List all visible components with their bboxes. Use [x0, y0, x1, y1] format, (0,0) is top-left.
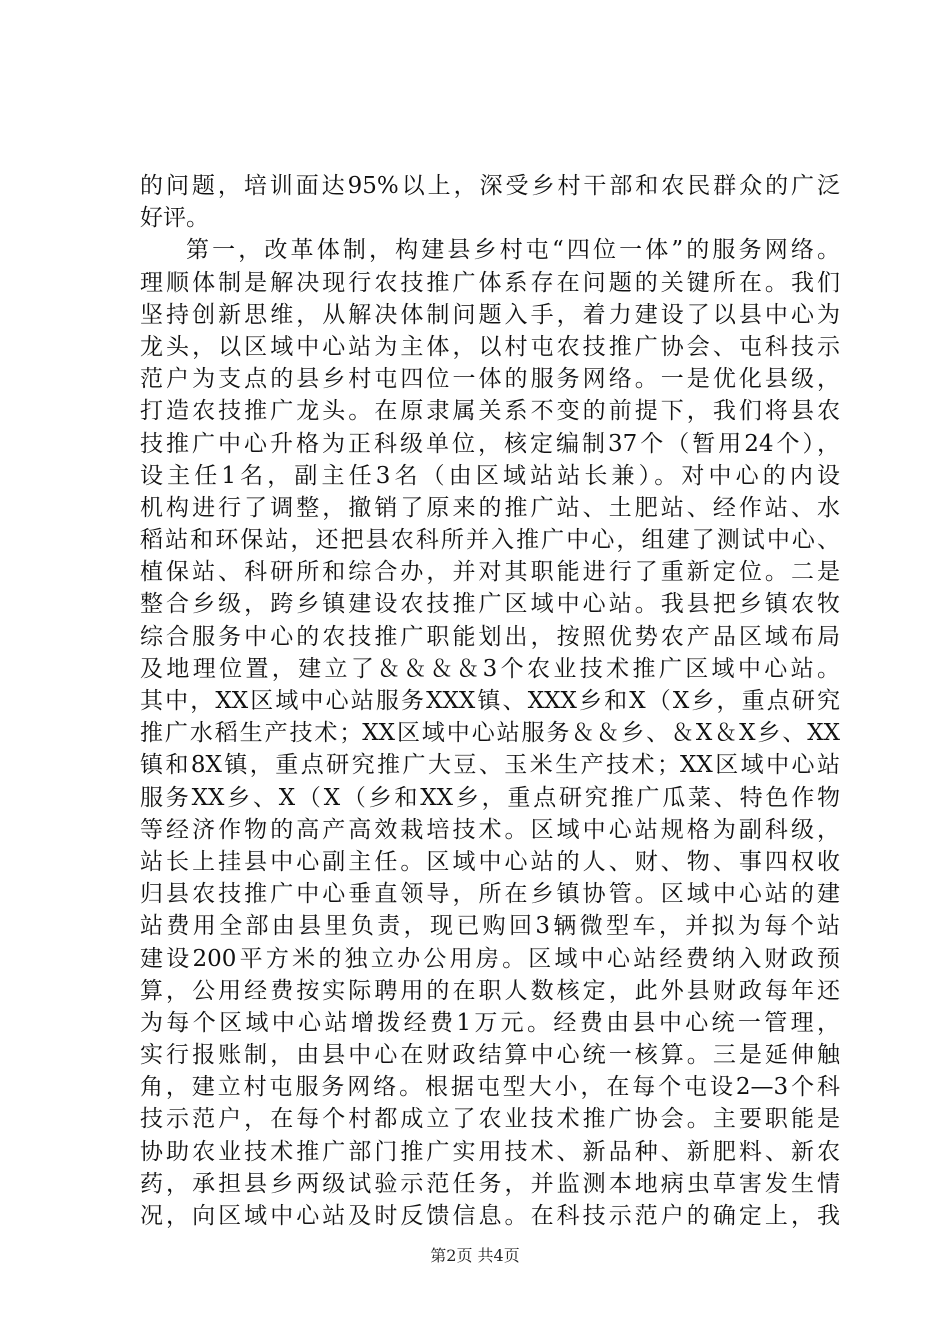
text-line: 好评。 [140, 205, 209, 232]
text-line: 况，向区域中心站及时反馈信息。在科技示范户的确定上，我 [140, 1203, 840, 1229]
text-line: 设主任1名，副主任3名（由区域站站长兼）。对中心的内设 [140, 462, 840, 489]
body-text [140, 170, 840, 1232]
text-line: 理顺体制是解决现行农技推广体系存在问题的关键所在。我们 [140, 269, 840, 296]
text-line: 及地理位置，建立了＆＆＆＆3个农业技术推广区域中心站。 [140, 655, 840, 682]
text-line: 机构进行了调整，撤销了原来的推广站、土肥站、经作站、水 [140, 494, 840, 521]
text-line: 的问题，培训面达95%以上，深受乡村干部和农民群众的广泛 [140, 173, 840, 199]
text-line: 推广水稻生产技术；XX区域中心站服务＆＆乡、＆X＆X乡、XX [140, 720, 840, 747]
text-line: 其中，XX区域中心站服务XXX镇、XXX乡和X（X乡，重点研究 [140, 688, 840, 714]
text-line: 龙头，以区域中心站为主体，以村屯农技推广协会、屯科技示 [140, 333, 840, 360]
text-line: 植保站、科研所和综合办，并对其职能进行了重新定位。二是 [140, 559, 840, 586]
text-line: 第一，改革体制，构建县乡村屯“四位一体”的服务网络。 [186, 237, 840, 264]
text-line: 整合乡级，跨乡镇建设农技推广区域中心站。我县把乡镇农牧 [140, 591, 840, 618]
text-line: 算，公用经费按实际聘用的在职人数核定，此外县财政每年还 [140, 977, 840, 1004]
text-line: 稻站和环保站，还把县农科所并入推广中心，组建了测试中心、 [140, 527, 840, 554]
text-line: 角，建立村屯服务网络。根据屯型大小，在每个屯设2—3个科 [140, 1074, 840, 1101]
text-line: 药，承担县乡两级试验示范任务，并监测本地病虫草害发生情 [140, 1170, 840, 1197]
text-line: 打造农技推广龙头。在原隶属关系不变的前提下，我们将县农 [140, 398, 840, 425]
text-line: 等经济作物的高产高效栽培技术。区域中心站规格为副科级， [140, 816, 840, 843]
text-line: 综合服务中心的农技推广职能划出，按照优势农产品区域布局 [140, 623, 840, 650]
text-line: 技推广中心升格为正科级单位，核定编制37个（暂用24个）， [140, 430, 840, 457]
text-line: 实行报账制，由县中心在财政结算中心统一核算。三是延伸触 [140, 1042, 840, 1069]
text-line: 站长上挂县中心副主任。区域中心站的人、财、物、事四权收 [140, 848, 840, 875]
text-line: 为每个区域中心站增拨经费1万元。经费由县中心统一管理， [140, 1009, 840, 1036]
text-line: 范户为支点的县乡村屯四位一体的服务网络。一是优化县级， [140, 366, 840, 393]
text-line: 坚持创新思维，从解决体制问题入手，着力建设了以县中心为 [140, 301, 840, 328]
text-line: 建设200平方米的独立办公用房。区域中心站经费纳入财政预 [140, 945, 840, 972]
text-line: 站费用全部由县里负责，现已购回3辆微型车，并拟为每个站 [140, 913, 840, 940]
text-line: 技示范户，在每个村都成立了农业技术推广协会。主要职能是 [140, 1106, 840, 1133]
page-number-footer: 第2页 共4页 [430, 1246, 520, 1265]
text-line: 协助农业技术推广部门推广实用技术、新品种、新肥料、新农 [140, 1138, 840, 1165]
text-line: 服务XX乡、X（X（乡和XX乡，重点研究推广瓜菜、特色作物 [140, 784, 840, 811]
text-line: 镇和8X镇，重点研究推广大豆、玉米生产技术；XX区域中心站 [140, 752, 840, 779]
text-line: 归县农技推广中心垂直领导，所在乡镇协管。区域中心站的建 [140, 881, 840, 908]
